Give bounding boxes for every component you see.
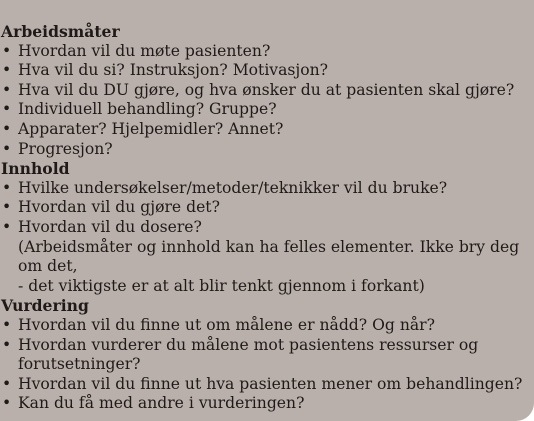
bullet-icon: • bbox=[2, 41, 12, 60]
note-line: (Arbeidsmåter og innhold kan ha felles elementer. Ikke bry deg om det, bbox=[18, 237, 520, 276]
bullet-icon: • bbox=[2, 80, 12, 99]
section-heading-arbeidsmater: Arbeidsmåter bbox=[1, 22, 120, 41]
section-list-arbeidsmater bbox=[1, 42, 529, 160]
list-item: • Hva vil du DU gjøre, og hva ønsker du at pasienten skal gjøre? bbox=[2, 80, 515, 99]
bullet-icon: • bbox=[2, 394, 12, 413]
section-heading-innhold: Innhold bbox=[1, 159, 70, 179]
bullet-icon: • bbox=[2, 315, 12, 334]
note-line: - det viktigste er at alt blir tenkt gjennom i forkant) bbox=[18, 276, 425, 295]
section-list-vurdering bbox=[1, 316, 529, 414]
section-heading-vurdering: Vurdering bbox=[1, 296, 89, 316]
bullet-icon: • bbox=[2, 119, 12, 138]
list-item: • Hvordan vurderer du målene mot pasientens ressurser og forutsetninger? bbox=[2, 335, 479, 374]
list-item: • Individuell behandling? Gruppe? bbox=[2, 100, 277, 119]
list-item: • Kan du få med andre i vurderingen? bbox=[2, 394, 305, 413]
list-item: • Progresjon? bbox=[2, 139, 113, 158]
bullet-icon: • bbox=[2, 217, 12, 236]
list-item: • Hvordan vil du dosere? (Arbeidsmåter og innhold kan ha felles elementer. Ikke bry deg om det, - det viktigste er at alt blir tenkt gjennom i forkant) bbox=[1, 218, 529, 296]
bullet-icon: • bbox=[2, 374, 12, 393]
list-item: • Hvordan vil du finne ut om målene er nådd? Og når? bbox=[2, 315, 435, 334]
bullet-icon: • bbox=[2, 100, 12, 119]
list-item: • Hvordan vil du gjøre det? bbox=[2, 198, 220, 217]
list-item: • Hvordan vil du møte pasienten? bbox=[2, 41, 271, 60]
bullet-icon: • bbox=[2, 178, 12, 197]
list-item: • Hva vil du si? Instruksjon? Motivasjon? bbox=[2, 61, 329, 80]
bullet-icon: • bbox=[2, 61, 12, 80]
info-box-content bbox=[1, 22, 529, 414]
section-list-innhold bbox=[1, 179, 529, 297]
bullet-icon: • bbox=[2, 198, 12, 217]
list-item: • Apparater? Hjelpemidler? Annet? bbox=[2, 119, 284, 138]
bullet-icon: • bbox=[2, 335, 12, 354]
list-item: • Hvilke undersøkelser/metoder/teknikker vil du bruke? bbox=[2, 178, 448, 197]
bullet-icon: • bbox=[2, 139, 12, 158]
list-item: • Hvordan vil du finne ut hva pasienten mener om behandlingen? bbox=[2, 374, 523, 393]
